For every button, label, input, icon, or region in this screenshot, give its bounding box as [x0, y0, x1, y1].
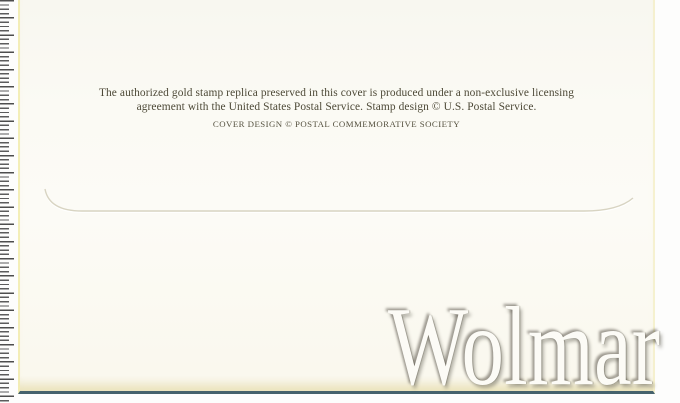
licensing-notice — [18, 86, 655, 130]
notice-line-1: The authorized gold stamp replica preserved in this cover is produced under a non-exclusive licensing — [98, 87, 575, 99]
notice-line-2: agreement with the United States Postal Service. Stamp design © U.S. Postal Service. — [136, 101, 537, 113]
wolmar-watermark: Wolmar — [388, 285, 661, 403]
ruler-short-ticks — [0, 0, 9, 403]
notice-line-3: COVER DESIGN © POSTAL COMMEMORATIVE SOCIETY — [212, 119, 461, 129]
measurement-ruler — [0, 0, 14, 403]
